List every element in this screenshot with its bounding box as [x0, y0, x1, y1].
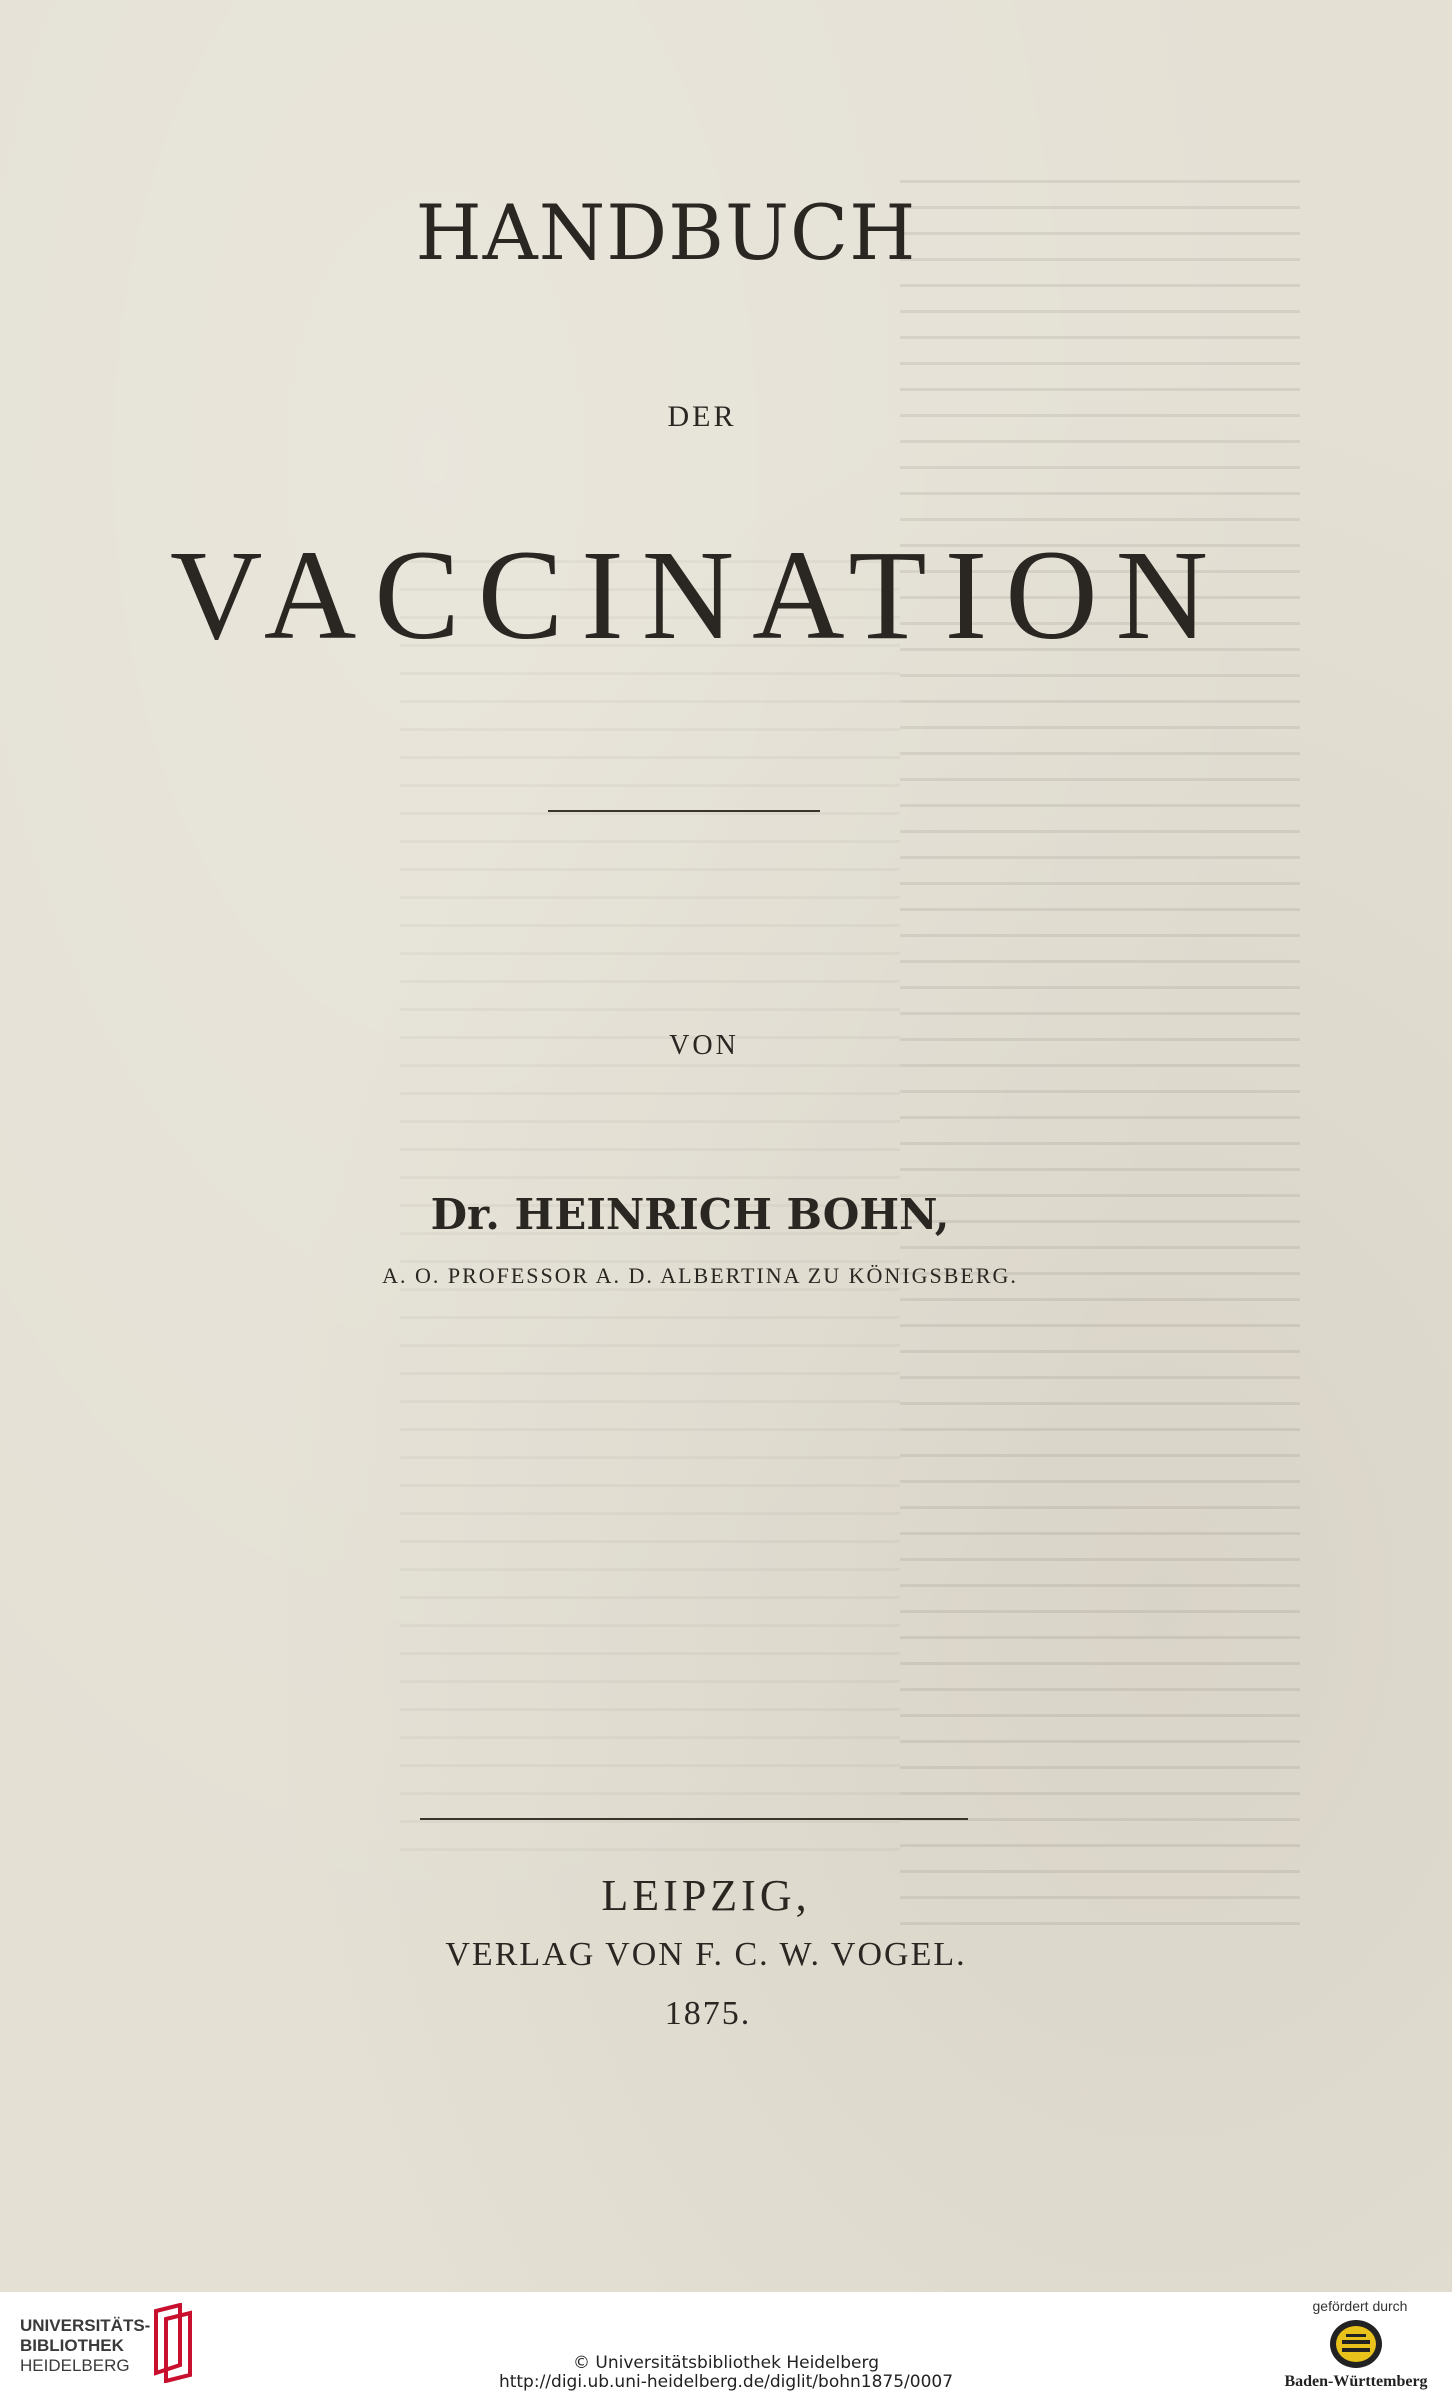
by-line: VON	[669, 1030, 739, 1061]
author-affiliation: A. O. PROFESSOR A. D. ALBERTINA ZU KÖNIGSBERG.	[382, 1263, 1018, 1288]
publication-year: 1875.	[664, 1995, 752, 2032]
funding-label: gefördert durch	[1312, 2298, 1408, 2314]
divider-long	[420, 1818, 968, 1820]
publisher: VERLAG VON F. C. W. VOGEL.	[445, 1936, 967, 1973]
title-der: DER	[667, 400, 737, 433]
title-handbuch: HANDBUCH	[415, 188, 917, 277]
copyright-notice: © Universitätsbibliothek Heidelberg	[572, 2353, 879, 2373]
permalink-url[interactable]: http://digi.ub.uni-heidelberg.de/diglit/bohn1875/0007	[498, 2372, 954, 2392]
title-vaccination: VACCINATION	[169, 524, 1227, 666]
library-name-line3: HEIDELBERG	[20, 2356, 130, 2375]
baden-wuerttemberg-emblem-icon	[1328, 2318, 1384, 2370]
publication-city: LEIPZIG,	[601, 1871, 811, 1920]
funder-name: Baden-Württemberg	[1284, 2373, 1428, 2390]
divider-short	[548, 810, 820, 812]
library-name-line1: UNIVERSITÄTS-	[20, 2316, 151, 2335]
library-name-line2: BIBLIOTHEK	[20, 2336, 124, 2355]
author-name: Dr. HEINRICH BOHN,	[430, 1190, 950, 1239]
